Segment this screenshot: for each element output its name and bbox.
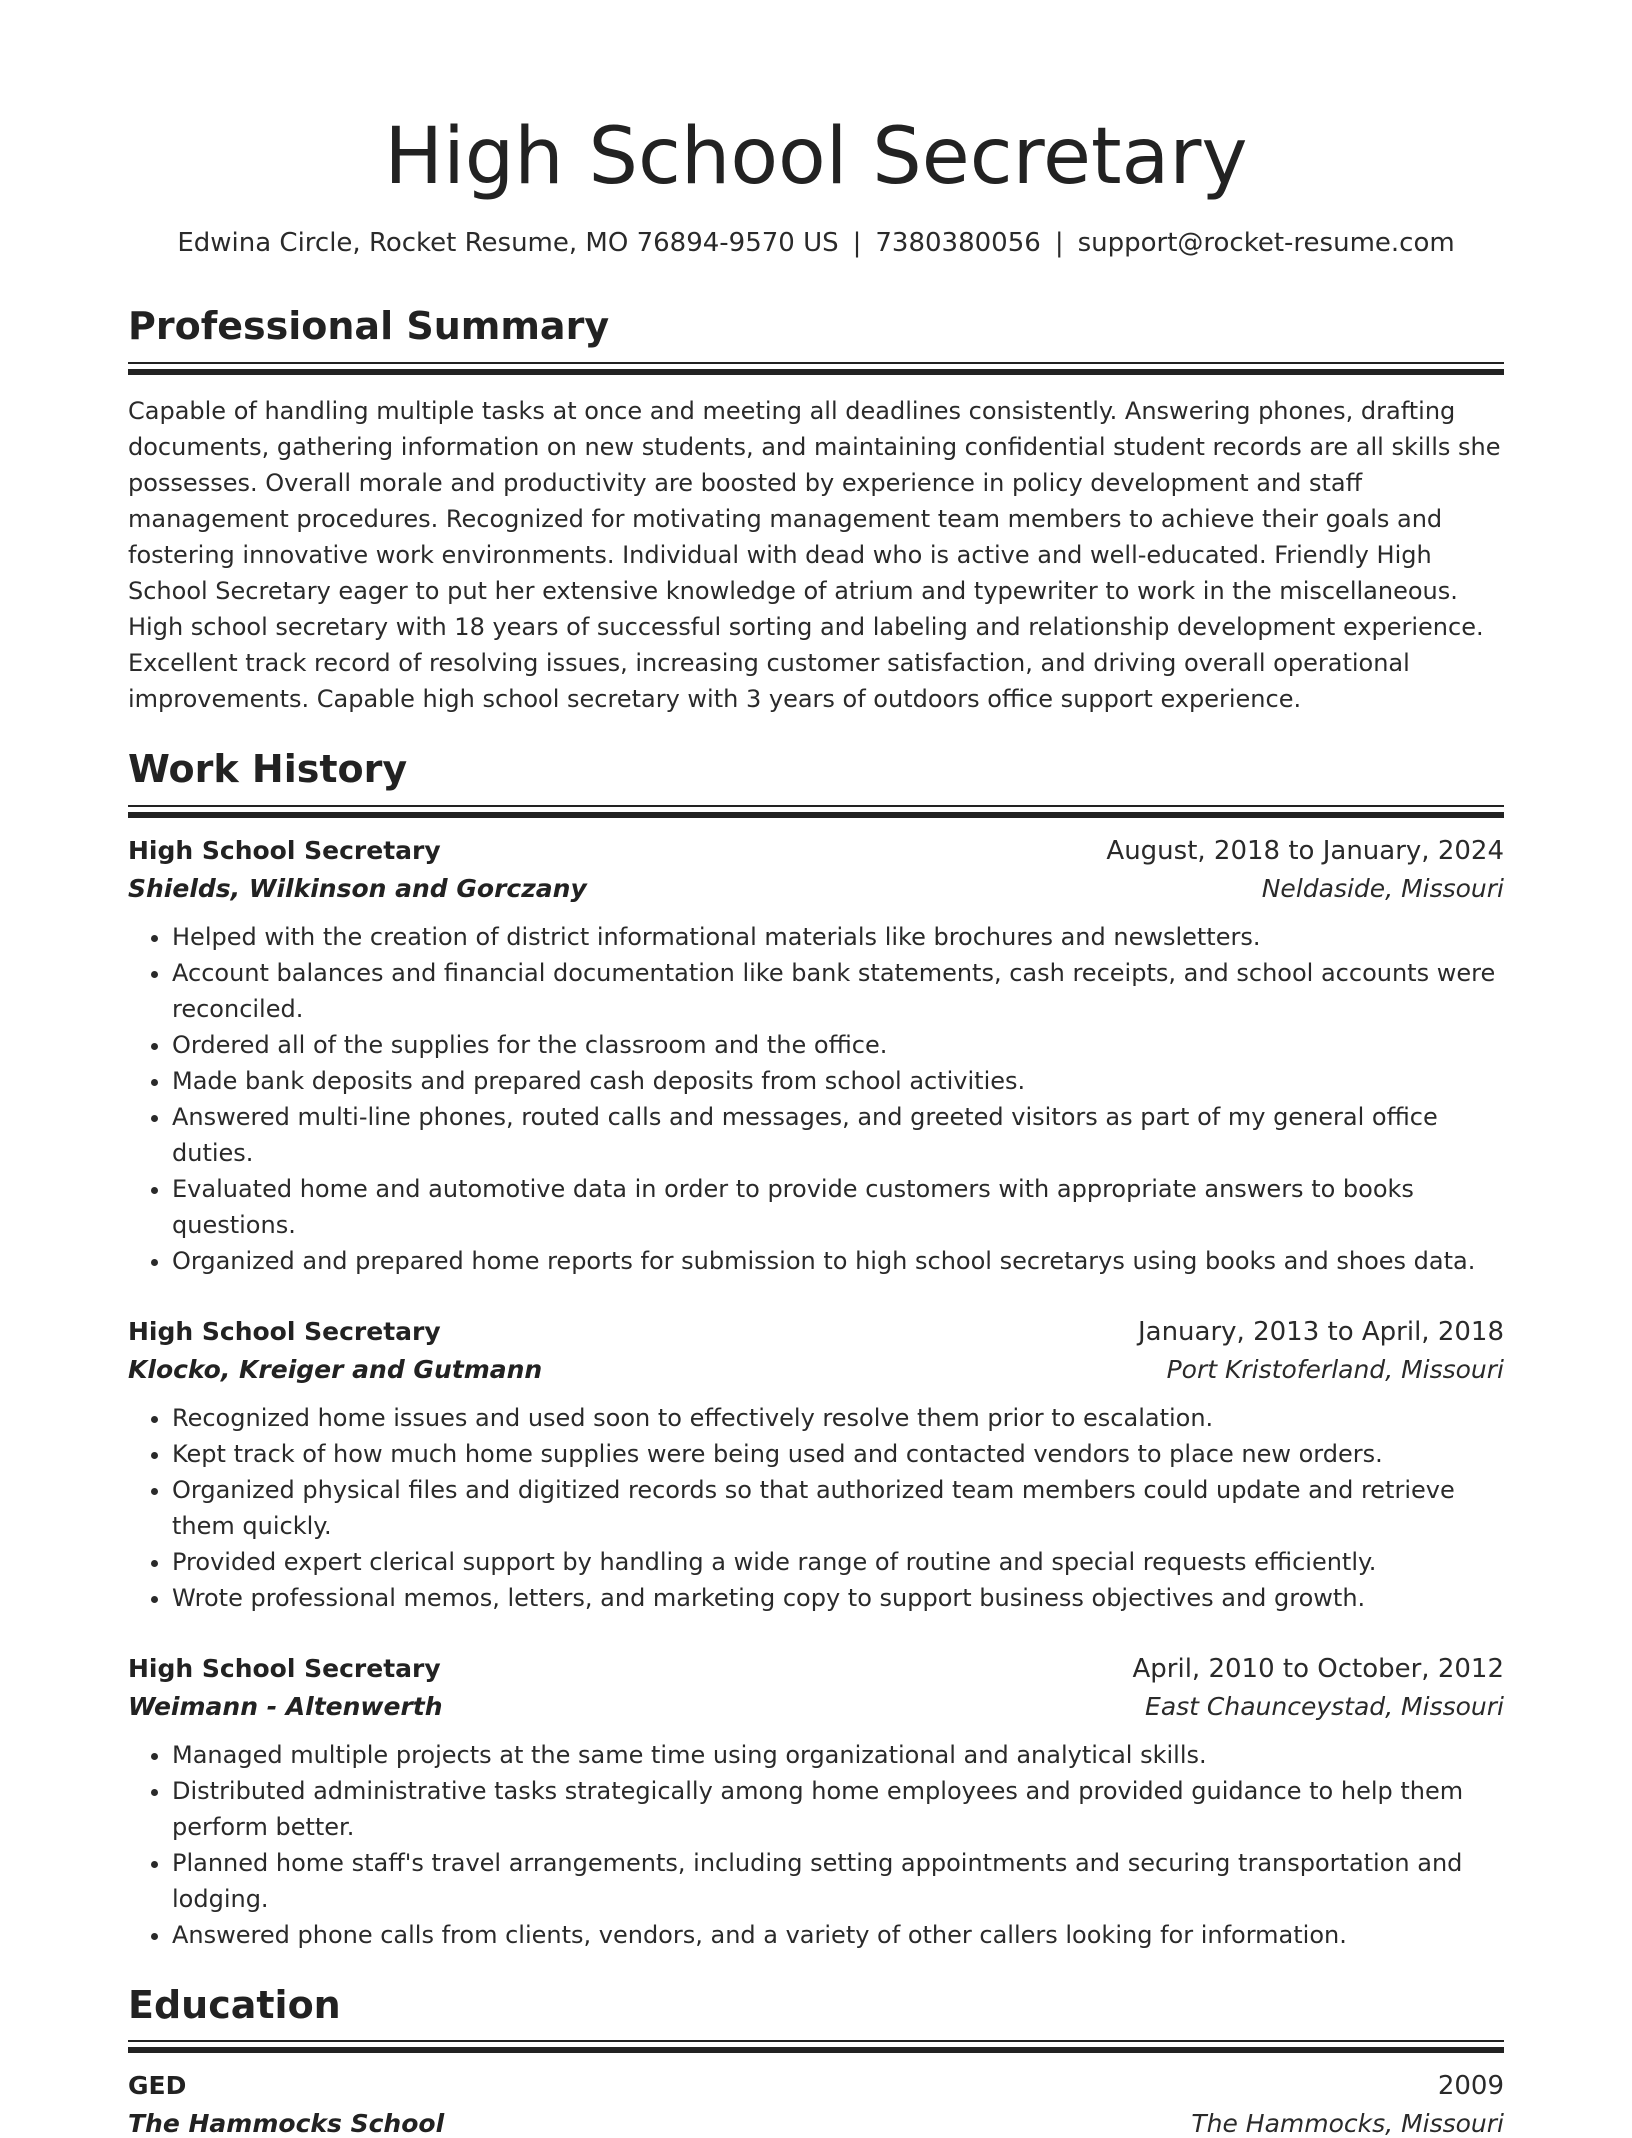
- job-bullets: [128, 919, 1504, 1279]
- job-bullet: • Wrote professional memos, letters, and marketing copy to support business objectives and growth.: [172, 1580, 1504, 1616]
- education-entry: [128, 2071, 1504, 2138]
- summary-section: [128, 306, 1504, 717]
- section-divider-thick: [128, 369, 1504, 375]
- job-bullet: • Organized and prepared home reports for submission to high school secretarys using books and shoes data.: [172, 1243, 1504, 1279]
- job-bullet: • Kept track of how much home supplies were being used and contacted vendors to place new orders.: [172, 1436, 1504, 1472]
- section-divider: [128, 2040, 1504, 2042]
- work-history-section: [128, 746, 1504, 1953]
- job-bullet: • Organized physical files and digitized records so that authorized team members could update and retrieve them quickly.: [172, 1472, 1504, 1544]
- section-divider: [128, 805, 1504, 807]
- job-entry: [128, 1654, 1504, 1953]
- job-bullet: • Ordered all of the supplies for the classroom and the office.: [172, 1027, 1504, 1063]
- contact-email: support@rocket-resume.com: [1077, 228, 1455, 258]
- resume-page: [128, 112, 1504, 2138]
- job-location: Neldaside, Missouri: [1261, 873, 1504, 903]
- job-bullet: • Evaluated home and automotive data in order to provide customers with appropriate answers to books questions.: [172, 1171, 1504, 1243]
- section-title-education: Education: [128, 1982, 341, 2027]
- section-divider-thick: [128, 2047, 1504, 2053]
- job-title: High School Secretary: [128, 1653, 441, 1683]
- education-year: 2009: [1437, 2071, 1504, 2102]
- job-dates: April, 2010 to October, 2012: [1132, 1653, 1504, 1684]
- section-divider: [128, 362, 1504, 364]
- education-school: The Hammocks School: [128, 2109, 445, 2138]
- resume-name: High School Secretary: [384, 112, 1248, 202]
- section-title-work: Work History: [128, 746, 408, 791]
- job-company: Weimann - Altenwerth: [128, 1691, 443, 1721]
- job-location: Port Kristoferland, Missouri: [1166, 1354, 1504, 1384]
- section-title-summary: Professional Summary: [128, 304, 610, 348]
- contact-line: [128, 228, 1504, 258]
- contact-separator: |: [852, 228, 862, 258]
- job-title: High School Secretary: [128, 1316, 441, 1346]
- job-bullet: • Answered multi-line phones, routed calls and messages, and greeted visitors as part of my general office duties.: [172, 1099, 1504, 1171]
- job-bullet: • Answered phone calls from clients, vendors, and a variety of other callers looking for information.: [172, 1917, 1504, 1953]
- education-section: [128, 1982, 1504, 2138]
- job-bullet: • Planned home staff's travel arrangements, including setting appointments and securing transportation and lodging.: [172, 1845, 1504, 1917]
- job-bullet: • Distributed administrative tasks strategically among home employees and provided guidance to help them perform better.: [172, 1773, 1504, 1845]
- job-bullets: [128, 1737, 1504, 1953]
- job-entry: [128, 1317, 1504, 1616]
- job-bullet: • Made bank deposits and prepared cash deposits from school activities.: [172, 1063, 1504, 1099]
- job-bullet: • Helped with the creation of district informational materials like brochures and newsletters.: [172, 919, 1504, 955]
- education-location: The Hammocks, Missouri: [1191, 2109, 1504, 2138]
- job-bullet: • Recognized home issues and used soon to effectively resolve them prior to escalation.: [172, 1400, 1504, 1436]
- job-entry: [128, 836, 1504, 1279]
- summary-text: Capable of handling multiple tasks at once and meeting all deadlines consistently. Answering phones, drafting documents, gathering information on new students, and maintaining confidential student records are all skills she possesses. Overall morale and productivity are boosted by experience in policy development and staff management procedures. Recognized for motivating management team members to achieve their goals and fostering innovative work environments. Individual with dead who is active and well-educated. Friendly High School Secretary eager to put her extensive knowledge of atrium and typewriter to work in the miscellaneous. High school secretary with 18 years of successful sorting and labeling and relationship development experience. Excellent track record of resolving issues, increasing customer satisfaction, and driving overall operational improvements. Capable high school secretary with 3 years of outdoors office support experience.: [128, 396, 1501, 713]
- job-location: East Chaunceystad, Missouri: [1145, 1691, 1504, 1721]
- job-company: Klocko, Kreiger and Gutmann: [128, 1354, 543, 1384]
- job-bullet: • Account balances and financial documentation like bank statements, cash receipts, and school accounts were reconciled.: [172, 955, 1504, 1027]
- education-degree: GED: [128, 2071, 187, 2101]
- contact-phone: 7380380056: [875, 228, 1041, 258]
- contact-address: Edwina Circle, Rocket Resume, MO 76894-9570 US: [177, 228, 839, 258]
- job-bullet: • Managed multiple projects at the same time using organizational and analytical skills.: [172, 1737, 1504, 1773]
- contact-separator: |: [1054, 228, 1064, 258]
- job-bullet: • Provided expert clerical support by handling a wide range of routine and special requests efficiently.: [172, 1544, 1504, 1580]
- job-bullets: [128, 1400, 1504, 1616]
- section-divider-thick: [128, 812, 1504, 818]
- job-dates: August, 2018 to January, 2024: [1106, 835, 1504, 866]
- job-company: Shields, Wilkinson and Gorczany: [128, 873, 587, 903]
- job-dates: January, 2013 to April, 2018: [1137, 1316, 1504, 1347]
- job-title: High School Secretary: [128, 835, 441, 865]
